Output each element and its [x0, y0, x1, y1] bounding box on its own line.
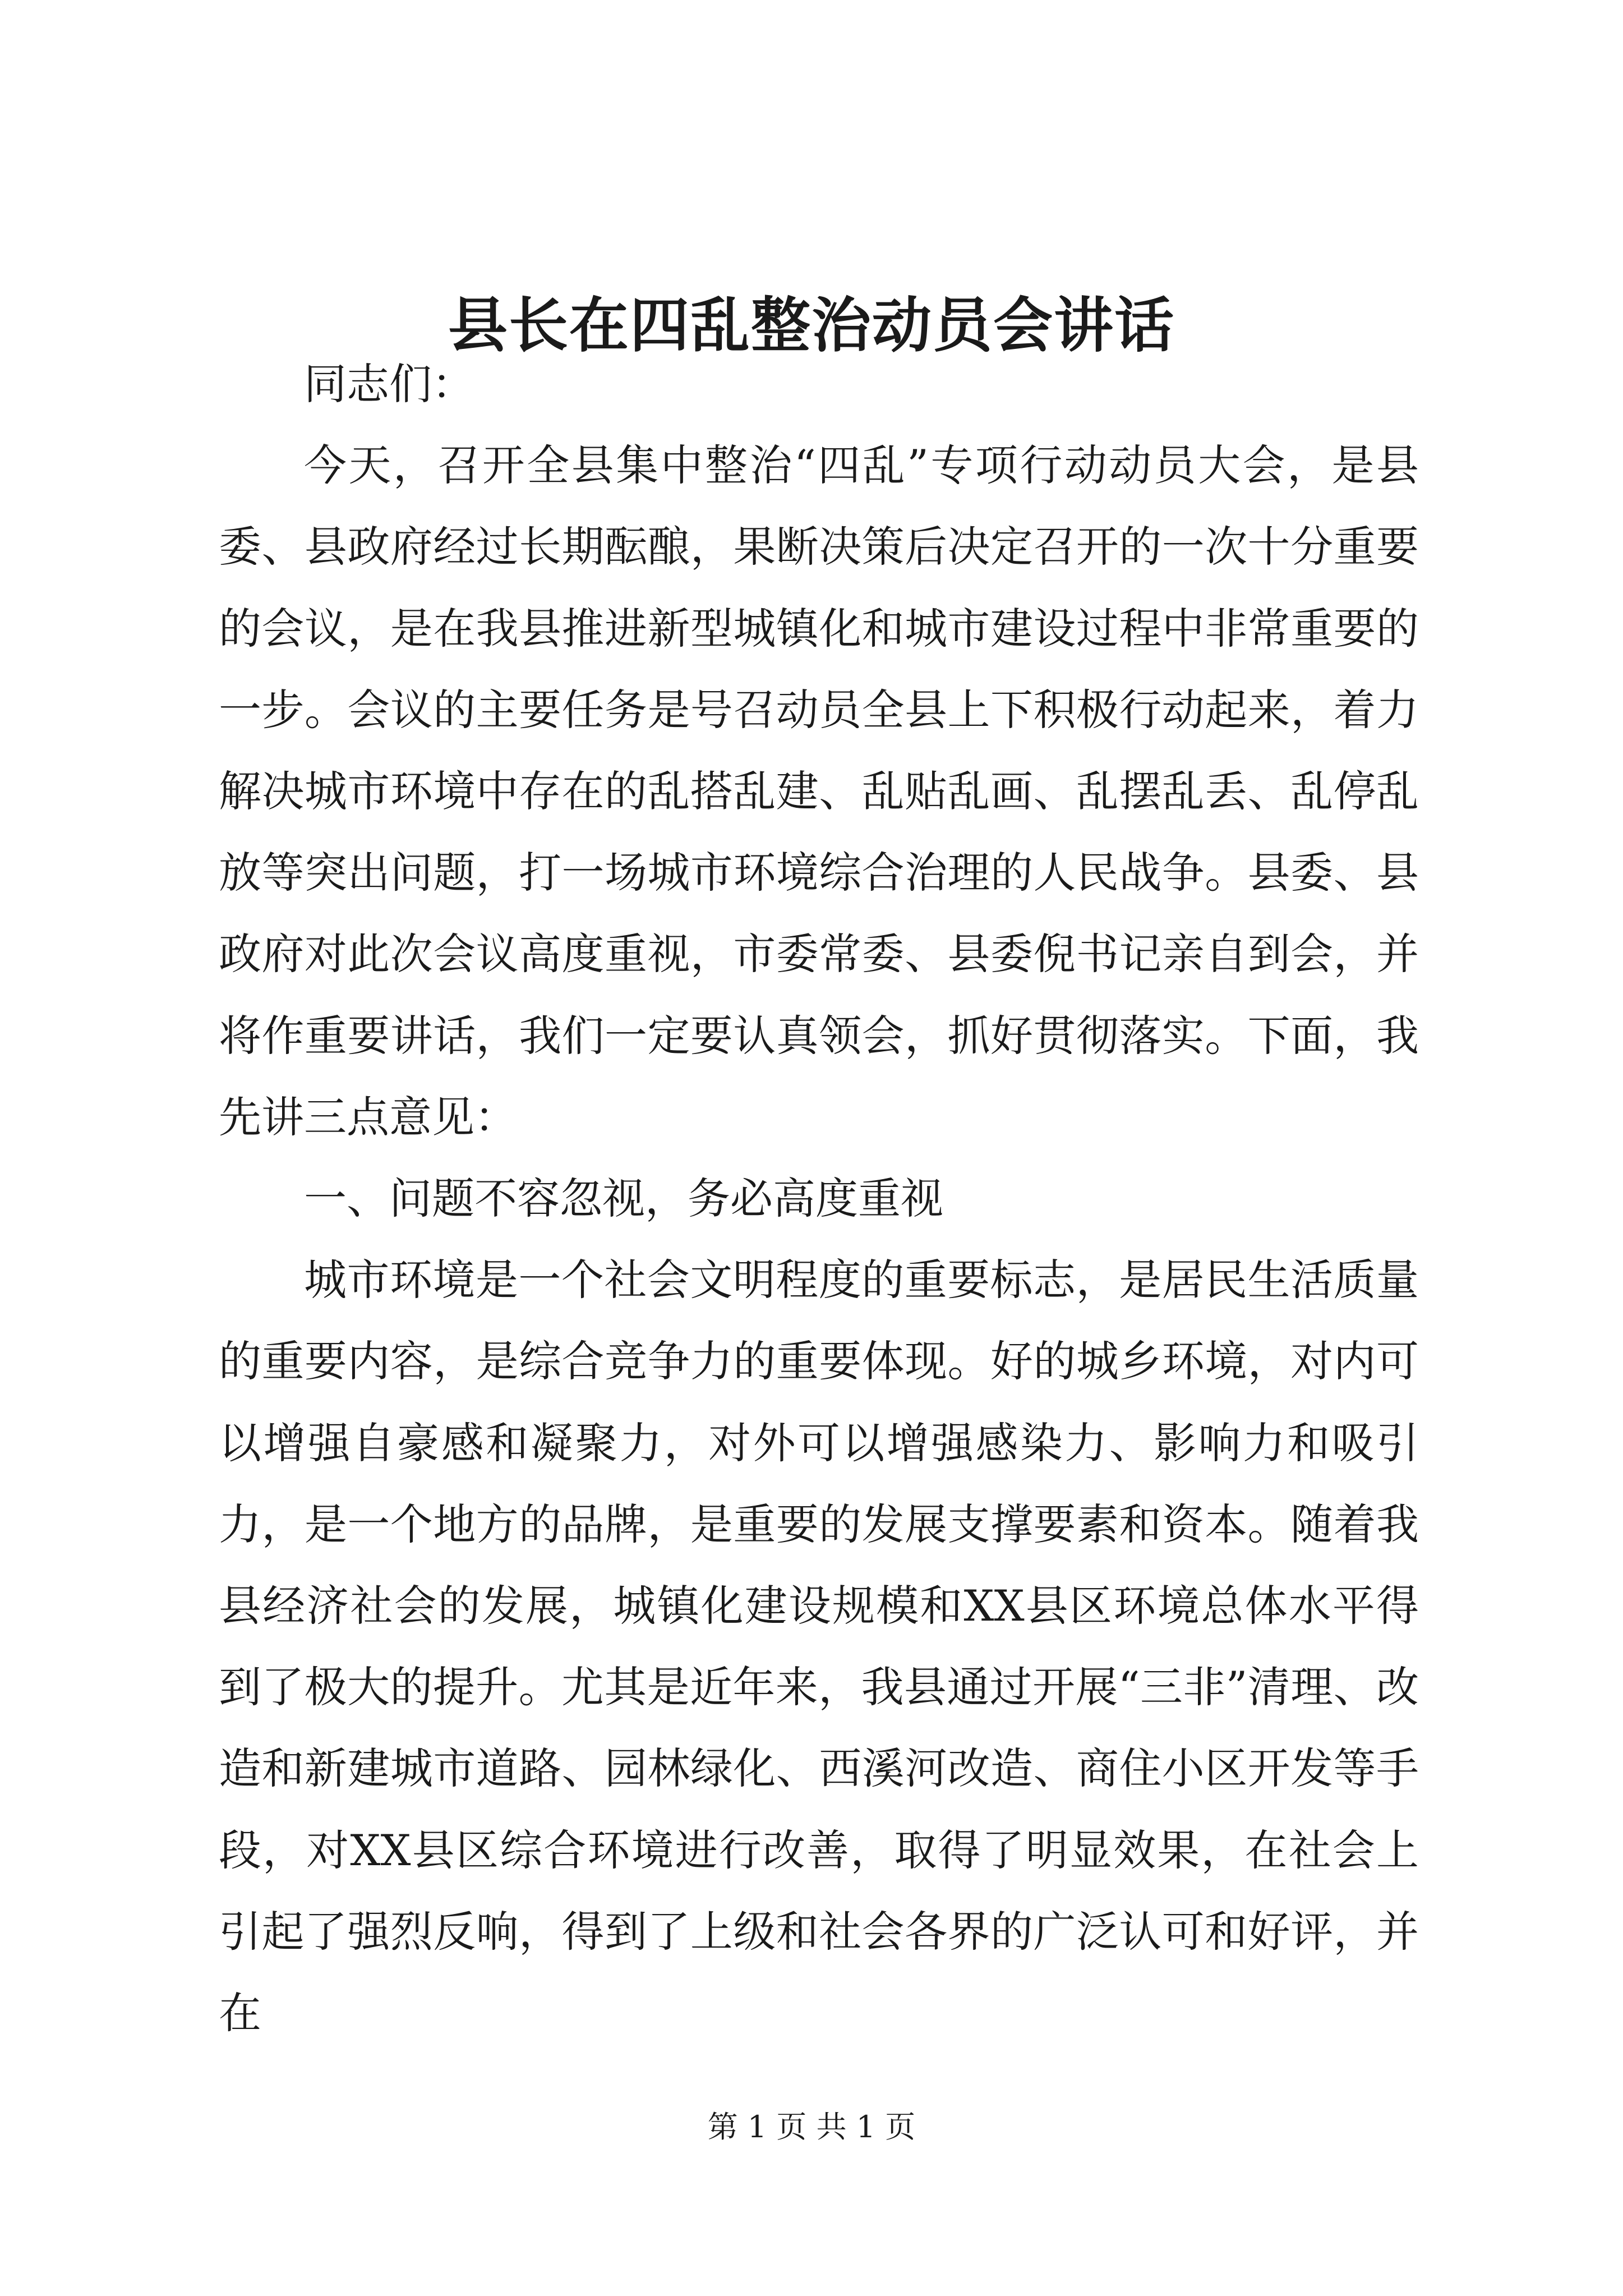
page-footer: 第 1 页 共 1 页 — [707, 2109, 916, 2145]
document-title: 县长在四乱整治动员会讲话 — [448, 290, 1175, 360]
paragraph-intro: 今天，召开全县集中整治“四乱”专项行动动员大会，是县委、县政府经过长期酝酿，果断决策后决定召开的一次十分重要的会议，是在我县推进新型城镇化和城市建设过程中非常重要的一步。会议的主要任务是号召动员全县上下积极行动起来，着力解决城市环境中存在的乱搭乱建、乱贴乱画、乱摆乱丢、乱停乱放等突出问题，打一场城市环境综合治理的人民战争。县委、县政府对此次会议高度重视，市委常委、县委倪书记亲自到会，并将作重要讲话，我们一定要认真领会，抓好贯彻落实。下面，我先讲三点意见： — [219, 440, 1419, 1142]
salutation: 同志们： — [304, 359, 474, 409]
paragraph-section-1: 城市环境是一个社会文明程度的重要标志，是居民生活质量的重要内容，是综合竞争力的重要体现。好的城乡环境，对内可以增强自豪感和凝聚力，对外可以增强感染力、影响力和吸引力，是一个地方的品牌，是重要的发展支撑要素和资本。随着我县经济社会的发展，城镇化建设规模和XX县区环境总体水平得到了极大的提升。尤其是近年来，我县通过开展“三非”清理、改造和新建城市道路、园林绿化、西溪河改造、商住小区开发等手段，对XX县区综合环境进行改善，取得了明显效果，在社会上引起了强烈反响，得到了上级和社会各界的广泛认可和好评，并在 — [219, 1255, 1419, 2039]
section-heading-1: 一、问题不容忽视，务必高度重视 — [304, 1174, 943, 1224]
document-body — [219, 343, 1419, 2054]
